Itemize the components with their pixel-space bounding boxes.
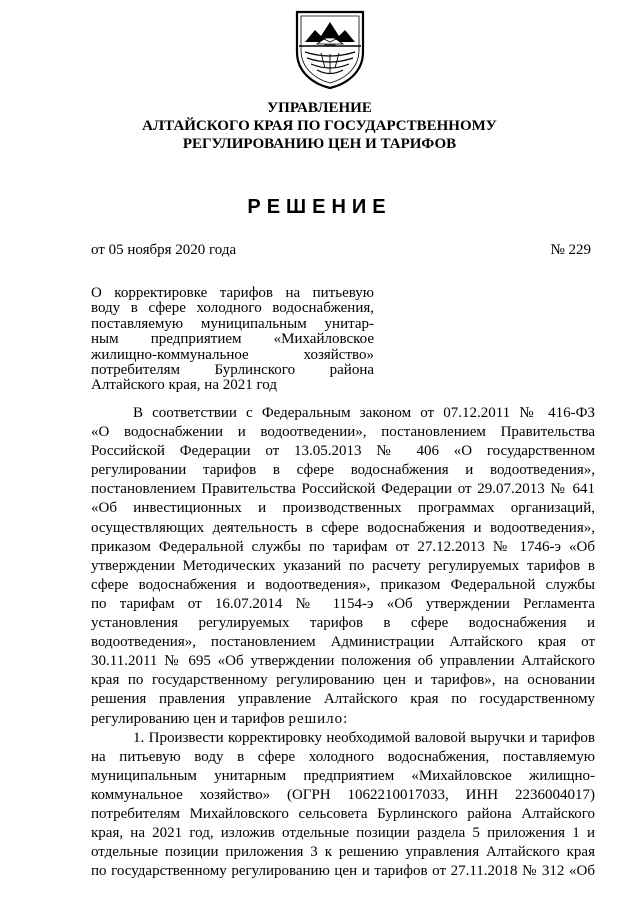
- body-line: водоотведения», постановлением Администрации Алтайского края от: [91, 634, 595, 651]
- item1-line: 1. Произвести корректировку необходимой валовой выручки и тарифов: [133, 729, 595, 746]
- body-line: утверждении Методических указаний по расчету регулируемых тарифов в: [91, 557, 595, 574]
- subject-line: воду в сфере холодного водоснабжения,: [91, 300, 374, 317]
- subject-line: Алтайского края, на 2021 год: [91, 377, 277, 394]
- document-subject: [91, 286, 374, 394]
- subject-line: потребителям Бурлинского района: [91, 361, 374, 378]
- subject-line: ным предприятием «Михайловское: [91, 331, 374, 348]
- body-line: края по государственному регулированию цен и тарифов», на основании: [91, 672, 595, 689]
- document-number: № 229: [550, 242, 591, 258]
- organization-name: [0, 99, 639, 153]
- resolved-word: решило:: [288, 710, 349, 727]
- organization-line: УПРАВЛЕНИЕ: [267, 100, 372, 116]
- organization-line: АЛТАЙСКОГО КРАЯ ПО ГОСУДАРСТВЕННОМУ: [142, 118, 497, 134]
- body-line: Российской Федерации от 13.05.2013 № 406 «О государственном: [91, 443, 595, 460]
- body-line-final: [91, 710, 595, 729]
- body-line: по тарифам от 16.07.2014 № 1154-э «Об утверждении Регламента: [91, 595, 595, 612]
- subject-line: жилищно-коммунальное хозяйство»: [91, 346, 374, 363]
- item1-line: края, на 2021 год, изложив отдельные позиции раздела 5 приложения 1 и: [91, 825, 595, 842]
- item1-line: потребителям Михайловского сельсовета Бурлинского района Алтайского: [91, 805, 595, 822]
- organization-line: РЕГУЛИРОВАНИЮ ЦЕН И ТАРИФОВ: [182, 136, 457, 152]
- item1-line: на питьевую воду в сфере холодного водоснабжения, поставляемую: [91, 748, 595, 765]
- body-line: регулировании тарифов в сфере водоснабжения и водоотведения»,: [91, 462, 595, 479]
- item1-line: коммунальное хозяйство» (ОГРН 1062210017033, ИНН 2236004017): [91, 786, 595, 803]
- body-line: регулированию цен и тарифов: [91, 710, 289, 727]
- body-line: приказом Федеральной службы по тарифам от 27.12.2013 № 1746-э «Об: [91, 538, 595, 555]
- item1-line: муниципальным унитарным предприятием «Михайловское жилищно-: [91, 767, 595, 784]
- subject-line: О корректировке тарифов на питьевую: [91, 285, 374, 301]
- body-line: осуществляющих деятельность в сфере водоснабжения и водоотведения»,: [91, 519, 595, 536]
- body-line: 30.11.2011 № 695 «Об утверждении положения об управлении Алтайского: [91, 653, 595, 670]
- body-line: В соответствии с Федеральным законом от 07.12.2011 № 416-ФЗ: [133, 405, 595, 421]
- subject-line: поставляемую муниципальным унитар-: [91, 315, 374, 332]
- document-title: РЕШЕНИЕ: [247, 196, 392, 218]
- item1-line: отдельные позиции приложения 3 к решению управления Алтайского края: [91, 844, 595, 861]
- body-line: постановлением Правительства Российской Федерации от 29.07.2013 № 641: [91, 481, 595, 498]
- body-line: «О водоснабжении и водоотведении», постановлением Правительства: [91, 424, 595, 441]
- altai-krai-coat-of-arms-icon: [291, 8, 369, 90]
- body-line: решения правления управление Алтайского края по государственному: [91, 691, 595, 708]
- document-body: [91, 404, 595, 881]
- body-line: «Об инвестиционных и производственных программах организаций,: [91, 500, 595, 517]
- document-date: от 05 ноября 2020 года: [91, 242, 237, 258]
- item1-line: по государственному регулированию цен и тарифов от 27.11.2018 № 312 «Об: [91, 863, 595, 880]
- body-line: сфере водоснабжения и водоотведения», приказом Федеральной службы: [91, 576, 595, 593]
- body-line: установления регулируемых тарифов в сфере водоснабжения и: [91, 615, 595, 632]
